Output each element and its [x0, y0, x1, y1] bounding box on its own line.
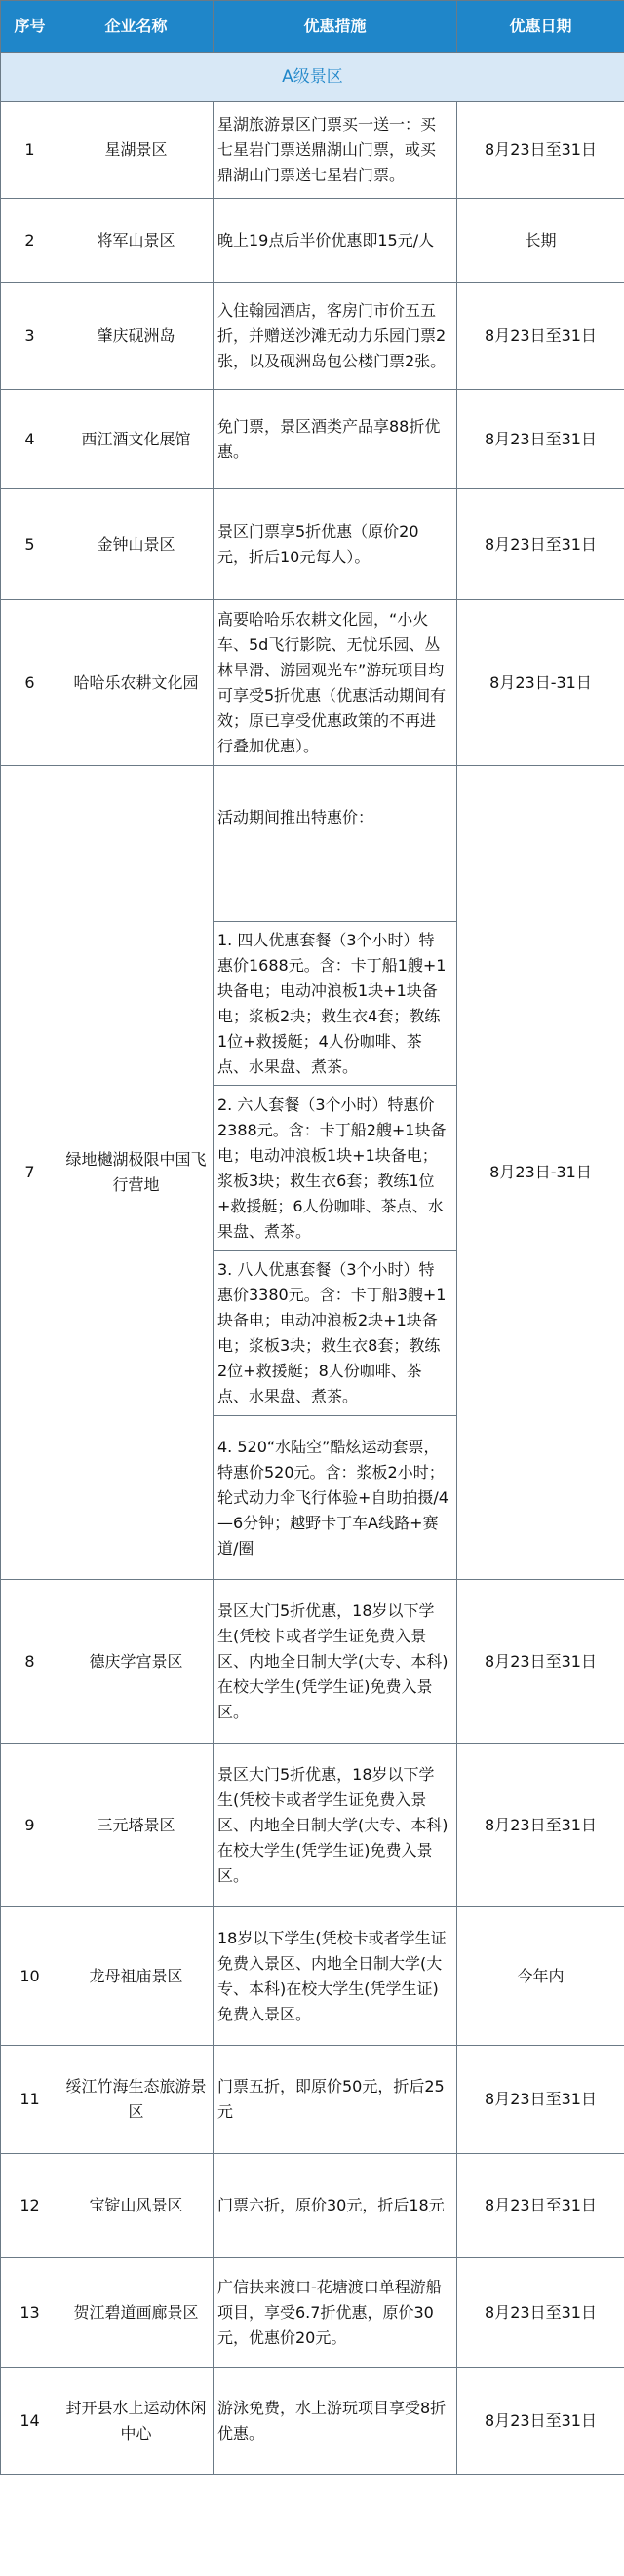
offer-date: 长期 — [457, 199, 624, 283]
row-no: 6 — [1, 600, 59, 766]
company-name: 星湖景区 — [59, 102, 214, 199]
table-row — [1, 1744, 624, 1907]
table-row — [1, 283, 624, 390]
company-name: 绿地樾湖极限中国飞行营地 — [59, 766, 214, 1580]
section-row — [1, 53, 624, 102]
offer-date: 8月23日至31日 — [457, 2368, 624, 2475]
offer-text: 星湖旅游景区门票买一送一：买七星岩门票送鼎湖山门票，或买鼎湖山门票送七星岩门票。 — [214, 102, 457, 199]
row-no: 1 — [1, 102, 59, 199]
offer-date: 8月23日至31日 — [457, 390, 624, 489]
row-no: 13 — [1, 2258, 59, 2368]
table-row — [1, 2046, 624, 2154]
company-name: 金钟山景区 — [59, 489, 214, 600]
offer-intro: 活动期间推出特惠价： — [214, 766, 457, 922]
header-row — [1, 1, 624, 53]
row-no: 7 — [1, 766, 59, 1580]
header-date: 优惠日期 — [457, 1, 624, 53]
offer-text: 景区大门5折优惠，18岁以下学生(凭校卡或者学生证免费入景区、内地全日制大学(大专、本科)在校大学生(凭学生证)免费入景区。 — [214, 1744, 457, 1907]
company-name: 哈哈乐农耕文化园 — [59, 600, 214, 766]
company-name: 肇庆砚洲岛 — [59, 283, 214, 390]
offer-package-3: 3. 八人优惠套餐（3个小时）特惠价3380元。含：卡丁船3艘+1块备电；电动冲浪板2块+1块备电；浆板3块；救生衣8套；教练2位+救援艇；8人份咖啡、茶点、水果盘、煮茶。 — [214, 1251, 457, 1416]
company-name: 封开县水上运动休闲中心 — [59, 2368, 214, 2475]
offer-date: 8月23日-31日 — [457, 600, 624, 766]
company-name: 宝锭山风景区 — [59, 2154, 214, 2258]
offer-text: 门票五折，即原价50元，折后25元 — [214, 2046, 457, 2154]
row-no: 9 — [1, 1744, 59, 1907]
header-company: 企业名称 — [59, 1, 214, 53]
table-row — [1, 1907, 624, 2046]
offer-package-1: 1. 四人优惠套餐（3个小时）特惠价1688元。含：卡丁船1艘+1块备电；电动冲浪板1块+1块备电；浆板2块；救生衣4套；教练1位+救援艇；4人份咖啡、茶点、水果盘、煮茶。 — [214, 922, 457, 1086]
offer-text: 免门票，景区酒类产品享88折优惠。 — [214, 390, 457, 489]
row-no: 11 — [1, 2046, 59, 2154]
company-name: 将军山景区 — [59, 199, 214, 283]
offer-text: 游泳免费，水上游玩项目享受8折优惠。 — [214, 2368, 457, 2475]
offer-text: 入住翰园酒店，客房门市价五五折，并赠送沙滩无动力乐园门票2张，以及砚洲岛包公楼门票2张。 — [214, 283, 457, 390]
offer-date: 8月23日至31日 — [457, 2046, 624, 2154]
offer-date: 8月23日至31日 — [457, 489, 624, 600]
row-no: 14 — [1, 2368, 59, 2475]
offer-text: 景区门票享5折优惠（原价20元，折后10元每人）。 — [214, 489, 457, 600]
offer-date: 8月23日至31日 — [457, 102, 624, 199]
table-row — [1, 1580, 624, 1744]
offer-text: 广信扶来渡口-花塘渡口单程游船项目，享受6.7折优惠，原价30元，优惠价20元。 — [214, 2258, 457, 2368]
table-row — [1, 2368, 624, 2475]
table-row — [1, 766, 624, 922]
row-no: 5 — [1, 489, 59, 600]
company-name: 德庆学宫景区 — [59, 1580, 214, 1744]
company-name: 三元塔景区 — [59, 1744, 214, 1907]
table-row — [1, 2258, 624, 2368]
offer-date: 8月23日至31日 — [457, 283, 624, 390]
row-no: 8 — [1, 1580, 59, 1744]
offer-date: 今年内 — [457, 1907, 624, 2046]
header-offer: 优惠措施 — [214, 1, 457, 53]
row-no: 4 — [1, 390, 59, 489]
table-row — [1, 489, 624, 600]
row-no: 12 — [1, 2154, 59, 2258]
header-no: 序号 — [1, 1, 59, 53]
offer-text: 18岁以下学生(凭校卡或者学生证免费入景区、内地全日制大学(大专、本科)在校大学生(凭学生证)免费入景区。 — [214, 1907, 457, 2046]
offer-date: 8月23日至31日 — [457, 1744, 624, 1907]
offer-text: 晚上19点后半价优惠即15元/人 — [214, 199, 457, 283]
offer-text: 门票六折，原价30元，折后18元 — [214, 2154, 457, 2258]
offer-package-4: 4. 520“水陆空”酷炫运动套票，特惠价520元。含：浆板2小时；轮式动力伞飞行体验+自助拍摄/4—6分钟；越野卡丁车A线路+赛道/圈 — [214, 1416, 457, 1580]
offer-date: 8月23日至31日 — [457, 2258, 624, 2368]
company-name: 绥江竹海生态旅游景区 — [59, 2046, 214, 2154]
table-row — [1, 2154, 624, 2258]
table-row — [1, 102, 624, 199]
table-row — [1, 390, 624, 489]
company-name: 贺江碧道画廊景区 — [59, 2258, 214, 2368]
section-title: A级景区 — [1, 53, 624, 102]
offer-date: 8月23日至31日 — [457, 2154, 624, 2258]
row-no: 2 — [1, 199, 59, 283]
row-no: 10 — [1, 1907, 59, 2046]
table-row — [1, 199, 624, 283]
company-name: 龙母祖庙景区 — [59, 1907, 214, 2046]
offer-package-2: 2. 六人套餐（3个小时）特惠价2388元。含：卡丁船2艘+1块备电；电动冲浪板1块+1块备电；浆板3块；救生衣6套；教练1位+救援艇；6人份咖啡、茶点、水果盘、煮茶。 — [214, 1086, 457, 1251]
offer-date: 8月23日至31日 — [457, 1580, 624, 1744]
row-no: 3 — [1, 283, 59, 390]
offer-text: 高要哈哈乐农耕文化园，“小火车、5d飞行影院、无忧乐园、丛林旱滑、游园观光车”游玩项目均可享受5折优惠（优惠活动期间有效；原已享受优惠政策的不再进行叠加优惠）。 — [214, 600, 457, 766]
company-name: 西江酒文化展馆 — [59, 390, 214, 489]
table-row — [1, 600, 624, 766]
offer-text: 景区大门5折优惠，18岁以下学生(凭校卡或者学生证免费入景区、内地全日制大学(大专、本科)在校大学生(凭学生证)免费入景区。 — [214, 1580, 457, 1744]
offer-date: 8月23日-31日 — [457, 766, 624, 1580]
